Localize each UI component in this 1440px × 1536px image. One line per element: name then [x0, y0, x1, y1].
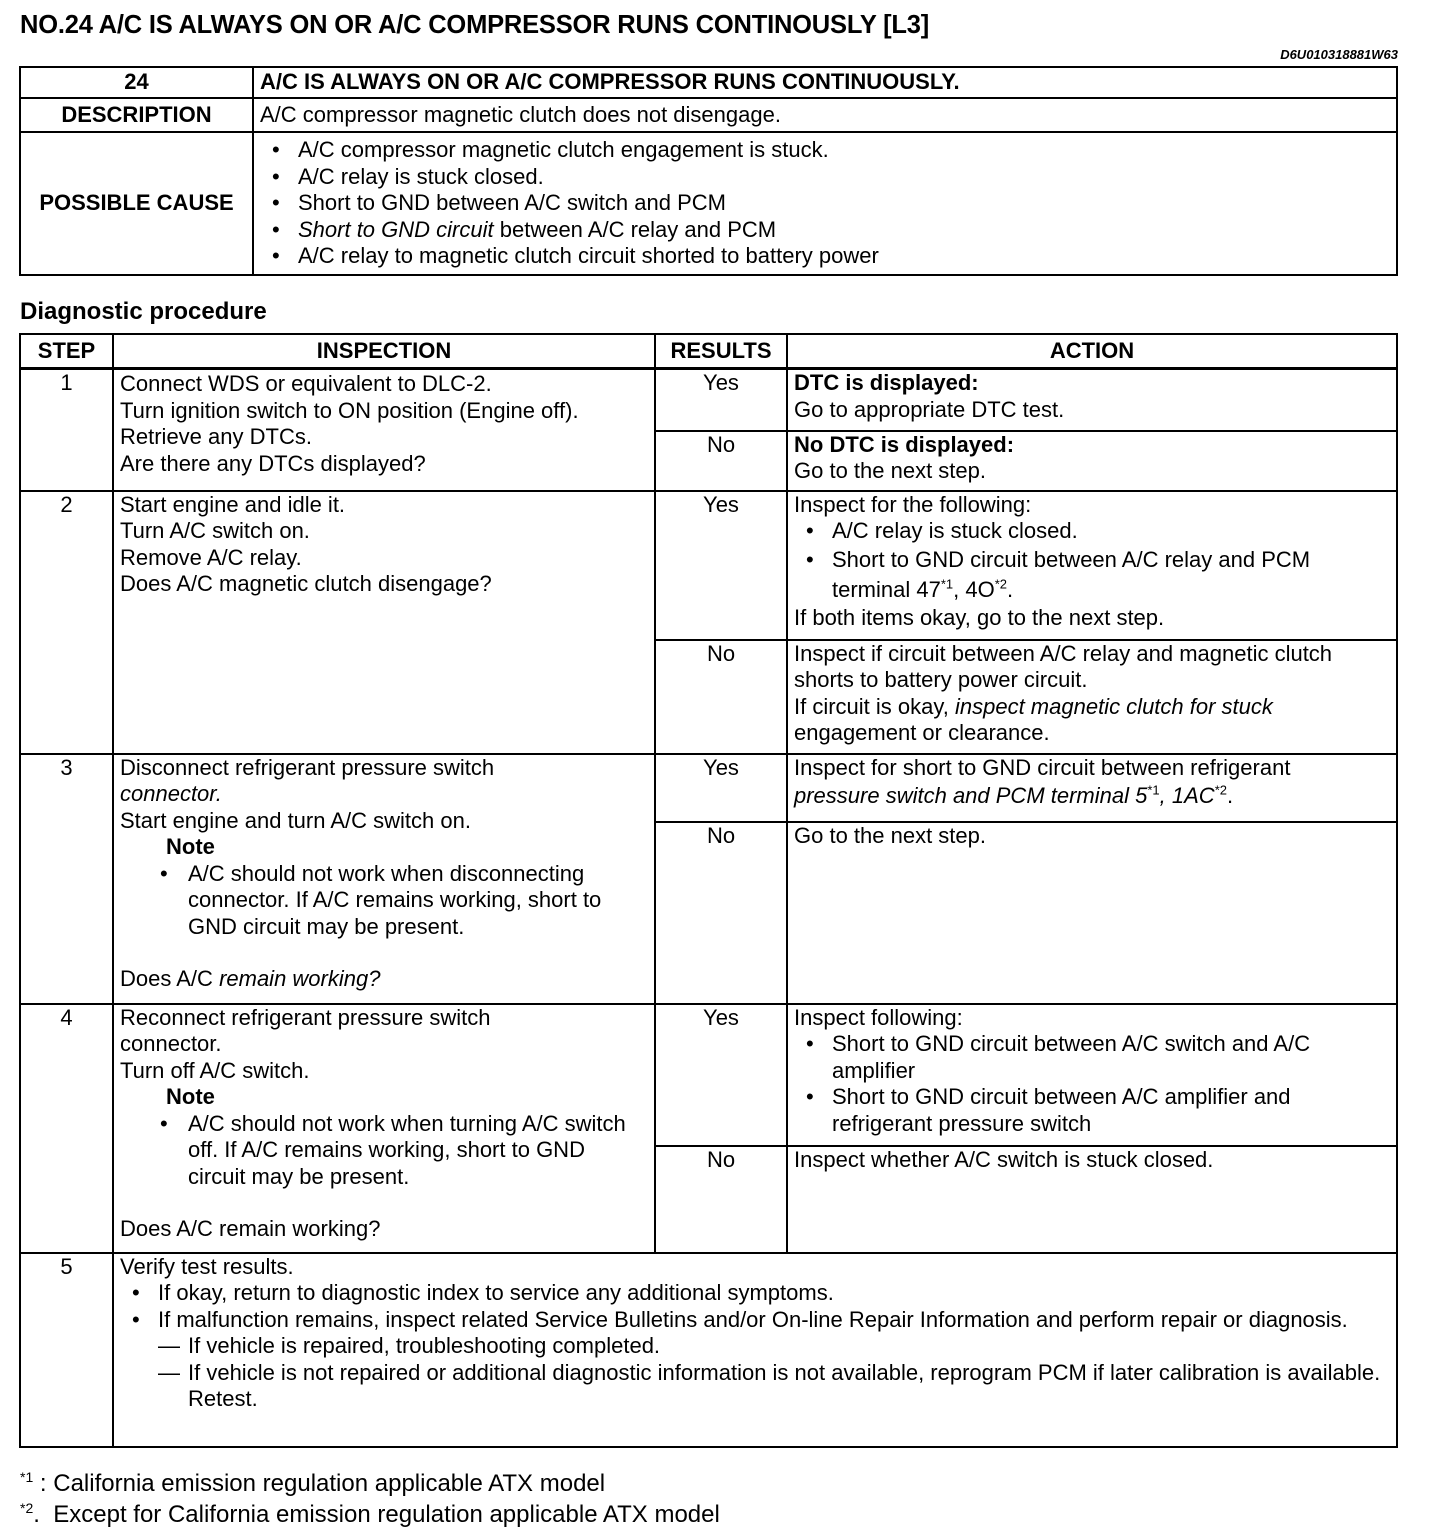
italic-text: remain working?	[219, 966, 381, 991]
inspection-line: Are there any DTCs displayed?	[120, 450, 426, 476]
footnote	[20, 1468, 720, 1499]
inspection-line: Start engine and turn A/C switch on.	[120, 807, 471, 833]
list-item	[260, 217, 1390, 244]
item-text: , 4O	[953, 576, 995, 602]
list-item: — If vehicle is repaired, troubleshooting completed.	[120, 1333, 1390, 1360]
note-title: Note	[166, 834, 215, 859]
column-header-inspection: INSPECTION	[113, 334, 655, 369]
item-text: .	[1007, 576, 1014, 602]
column-header-step: STEP	[20, 334, 113, 369]
spacer	[120, 940, 648, 966]
page-title: NO.24 A/C IS ALWAYS ON OR A/C COMPRESSOR RUNS CONTINOUSLY [L3]	[20, 11, 930, 39]
action-text: Inspect whether A/C switch is stuck closed.	[787, 1146, 1397, 1253]
verify-list	[120, 1280, 1390, 1333]
result-no: No	[655, 1146, 787, 1253]
inspection-question	[120, 966, 648, 993]
footnote-text: California emission regulation applicable ATX model	[53, 1470, 606, 1497]
result-no: No	[655, 640, 787, 754]
footnotes	[20, 1468, 720, 1530]
result-yes: Yes	[655, 1004, 787, 1146]
inspection-line: Turn ignition switch to ON position (Engine off).	[120, 397, 579, 423]
step-number: 4	[20, 1004, 113, 1253]
step-number: 1	[20, 369, 113, 491]
footnote-mark: *2	[20, 1500, 34, 1516]
action-text	[794, 781, 1390, 811]
footnote-mark: *1	[20, 1469, 34, 1485]
note-title: Note	[166, 1084, 215, 1109]
inspection-line: Start engine and idle it.	[120, 491, 346, 517]
action-text-part: If circuit is okay,	[794, 693, 949, 719]
italic-text: Short to GND circuit	[298, 216, 494, 242]
column-header-action: ACTION	[787, 334, 1397, 369]
column-header-results: RESULTS	[655, 334, 787, 369]
inspection-line: Remove A/C relay.	[120, 544, 302, 570]
cause-text: between A/C relay and PCM	[499, 216, 777, 242]
possible-cause-list	[260, 137, 1390, 270]
action-text: Go to the next step.	[787, 822, 1397, 1004]
inspection-line: Turn A/C switch on.	[120, 518, 310, 543]
list-item: • If okay, return to diagnostic index to service any additional symptoms.	[120, 1280, 1390, 1307]
action-text: Go to the next step.	[794, 458, 987, 483]
result-no: No	[655, 822, 787, 1004]
action-text-part: engagement or clearance.	[794, 720, 1050, 745]
inspection-line: Connect WDS or equivalent to DLC-2.	[120, 371, 492, 396]
list-item: • Short to GND between A/C switch and PCM	[260, 190, 1390, 217]
note-list	[120, 861, 648, 941]
action-list	[794, 1031, 1390, 1137]
list-item: • A/C should not work when turning A/C switch off. If A/C remains working, short to GND circuit may be present.	[120, 1111, 648, 1191]
italic-text: connector.	[120, 781, 222, 806]
footnote-ref: *2	[1214, 782, 1227, 798]
footnote-separator: :	[33, 1470, 47, 1497]
inspection-line: Does A/C magnetic clutch disengage?	[120, 571, 492, 596]
description-text: A/C compressor magnetic clutch does not disengage.	[253, 98, 1397, 132]
list-item: • Short to GND circuit between A/C switch and A/C amplifier	[794, 1031, 1390, 1084]
step-number: 2	[20, 491, 113, 754]
action-text: Inspect if circuit between A/C relay and magnetic clutch shorts to battery power circuit.	[794, 640, 1333, 692]
result-yes: Yes	[655, 369, 787, 431]
action-title: DTC is displayed:	[794, 370, 979, 395]
result-no: No	[655, 431, 787, 491]
action-text	[794, 694, 1390, 747]
inspection-line: Disconnect refrigerant pressure switch	[120, 754, 495, 780]
step-number: 5	[20, 1253, 113, 1447]
italic-text: pressure switch and PCM terminal 5	[794, 783, 1148, 808]
document-code: D6U010318881W63	[1280, 47, 1398, 62]
footnote-text: Except for California emission regulation applicable ATX model	[53, 1501, 720, 1528]
list-item: • A/C compressor magnetic clutch engagement is stuck.	[260, 137, 1390, 164]
action-text: Inspect for the following:	[794, 491, 1032, 517]
inspection-line: Turn off A/C switch.	[120, 1057, 310, 1083]
note-list	[120, 1111, 648, 1191]
list-item: • A/C relay is stuck closed.	[260, 164, 1390, 191]
inspection-line: Reconnect refrigerant pressure switch	[120, 1004, 491, 1030]
summary-table	[19, 66, 1398, 276]
spacer	[120, 1190, 648, 1216]
inspection-line: Verify test results.	[120, 1253, 294, 1279]
action-title: No DTC is displayed:	[794, 431, 1015, 457]
list-item	[794, 545, 1390, 605]
result-yes: Yes	[655, 491, 787, 640]
footnote-ref: *2	[994, 576, 1008, 592]
action-text: Inspect following:	[794, 1004, 963, 1030]
diagnostic-procedure-table	[19, 333, 1398, 1448]
inspection-line: Retrieve any DTCs.	[120, 424, 312, 449]
list-item: • A/C relay is stuck closed.	[794, 518, 1390, 545]
summary-heading: A/C IS ALWAYS ON OR A/C COMPRESSOR RUNS CONTINUOUSLY.	[253, 67, 1397, 98]
inspection-line	[120, 781, 648, 808]
step-number: 3	[20, 754, 113, 1004]
action-text: Inspect for short to GND circuit between refrigerant	[794, 754, 1291, 780]
inspection-line: connector.	[120, 1031, 222, 1056]
action-text-part: .	[1226, 783, 1234, 808]
list-item: — If vehicle is not repaired or additional diagnostic information is not available, reprogram PCM if later calibration is available. Retest.	[120, 1360, 1390, 1413]
list-item: • If malfunction remains, inspect related Service Bulletins and/or On-line Repair Information and perform repair or diagnosis.	[120, 1307, 1390, 1334]
action-text: If both items okay, go to the next step.	[794, 604, 1165, 630]
italic-text: , 1AC	[1159, 783, 1215, 808]
list-item: • A/C should not work when disconnecting connector. If A/C remains working, short to GND circuit may be present.	[120, 861, 648, 941]
italic-text: inspect magnetic clutch for stuck	[954, 693, 1273, 719]
section-heading: Diagnostic procedure	[20, 298, 267, 325]
description-label: DESCRIPTION	[20, 98, 253, 132]
list-item: • Short to GND circuit between A/C amplifier and refrigerant pressure switch	[794, 1084, 1390, 1137]
result-yes: Yes	[655, 754, 787, 822]
footnote	[20, 1499, 720, 1530]
possible-cause-label: POSSIBLE CAUSE	[20, 132, 253, 275]
footnote-ref: *1	[940, 576, 954, 592]
list-item: • A/C relay to magnetic clutch circuit shorted to battery power	[260, 243, 1390, 270]
question-text: Does A/C	[120, 966, 213, 991]
item-text: Short to GND circuit between A/C relay and PCM terminal 47	[832, 546, 1311, 602]
inspection-question: Does A/C remain working?	[120, 1216, 381, 1241]
footnote-separator: .	[33, 1501, 40, 1528]
action-list	[794, 518, 1390, 605]
action-text: Go to appropriate DTC test.	[794, 396, 1065, 422]
troubleshooting-number: 24	[20, 67, 253, 98]
footnote-ref: *1	[1147, 782, 1160, 798]
